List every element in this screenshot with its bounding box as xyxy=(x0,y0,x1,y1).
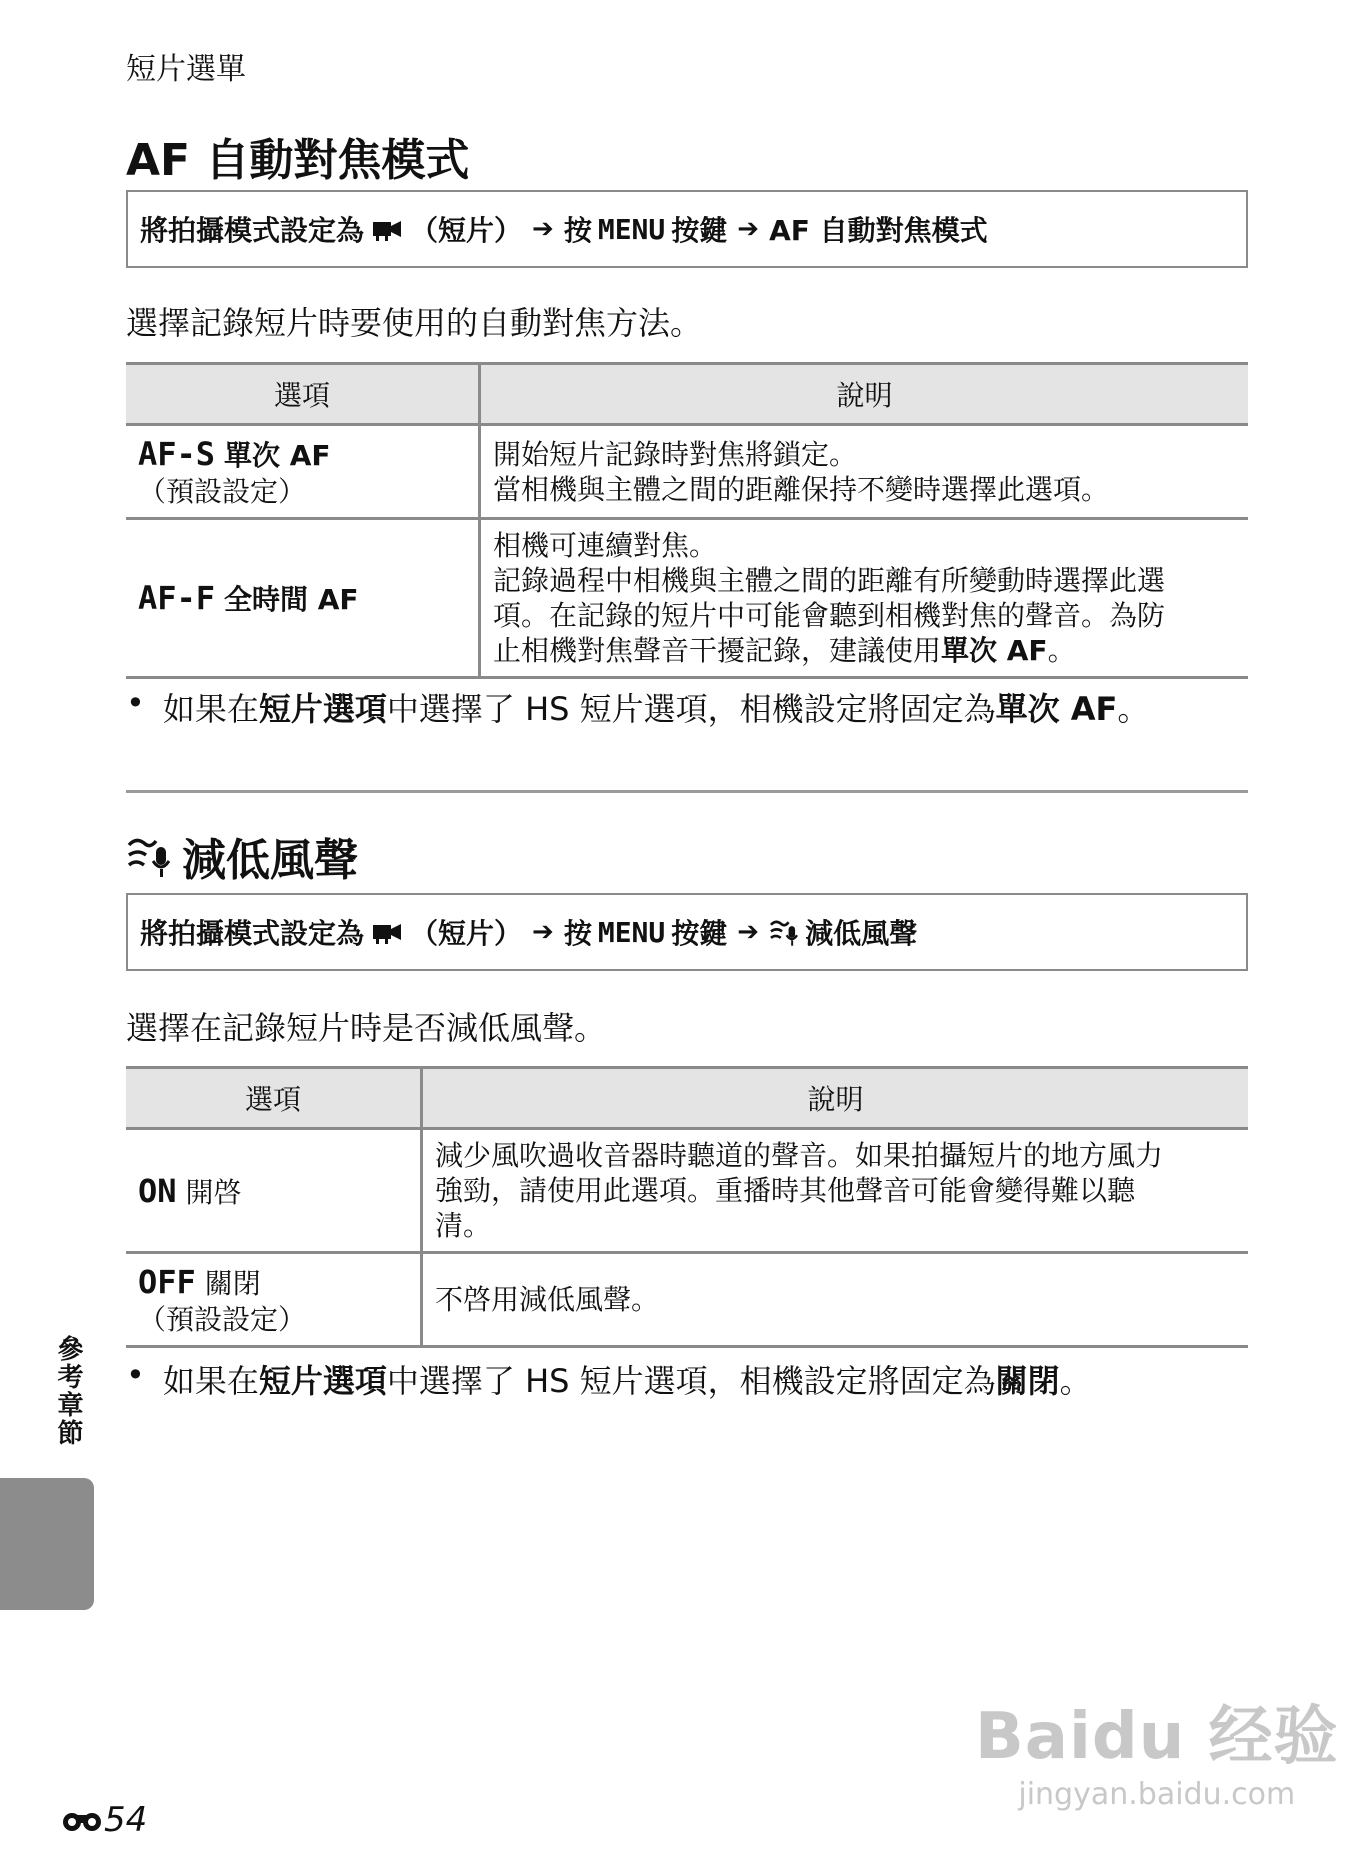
path-prefix: 將拍攝模式設定為 xyxy=(140,214,365,247)
watermark xyxy=(975,1685,1339,1812)
description-line: 強勁，請使用此選項。重播時其他聲音可能會變得難以聽 xyxy=(435,1174,1136,1207)
reference-binoculars-icon xyxy=(62,1807,102,1833)
description-line: 開始短片記錄時對焦將鎖定。 xyxy=(493,437,858,471)
movie-camera-icon xyxy=(372,216,402,242)
description-line: 不啓用減低風聲。 xyxy=(435,1283,660,1316)
watermark-main: Baidu 经验 xyxy=(975,1700,1339,1774)
menu-button-label: MENU xyxy=(597,915,666,949)
path-button-word: 按鍵 xyxy=(671,917,728,950)
description-cell xyxy=(480,425,1249,519)
options-table-wind xyxy=(126,1066,1248,1348)
right-arrow-icon: ➔ xyxy=(737,917,760,947)
path-prefix: 將拍攝模式設定為 xyxy=(140,917,365,950)
option-default-note: （預設設定） xyxy=(138,475,307,508)
description-cell xyxy=(422,1129,1249,1253)
table-row xyxy=(126,1129,1248,1253)
section-title-text: 減低風聲 xyxy=(182,835,358,886)
wind-noise-icon xyxy=(126,833,172,879)
description-line: 清。 xyxy=(435,1209,492,1242)
section-title-af-mode xyxy=(126,124,469,188)
option-code: AF-S xyxy=(138,435,216,473)
column-header-option: 選項 xyxy=(126,364,480,425)
option-cell xyxy=(126,1129,422,1253)
section-intro: 選擇在記錄短片時是否減低風聲。 xyxy=(126,1009,607,1047)
path-press: 按 xyxy=(563,214,592,247)
page-number xyxy=(62,1800,147,1840)
option-label: 關閉 xyxy=(204,1267,261,1300)
path-button-word: 按鍵 xyxy=(671,214,728,247)
table-row xyxy=(126,425,1248,519)
page-number-text: 54 xyxy=(104,1800,148,1840)
description-bold: 單次 AF xyxy=(941,634,1048,667)
option-default-note: （預設設定） xyxy=(138,1303,307,1336)
bullet-dot: • xyxy=(126,1356,145,1394)
column-header-description: 說明 xyxy=(480,364,1249,425)
option-code: AF-F xyxy=(138,579,216,617)
column-header-option: 選項 xyxy=(126,1068,422,1129)
description-text: 止相機對焦聲音干擾記錄，建議使用 xyxy=(493,634,942,667)
option-code: OFF xyxy=(138,1263,196,1301)
description-cell xyxy=(480,519,1249,678)
description-cell xyxy=(422,1253,1249,1347)
note-bullet xyxy=(126,1356,1092,1402)
chapter-label: 參考章節 xyxy=(53,1335,83,1447)
path-mode-paren: （短片） xyxy=(410,214,523,247)
movie-camera-icon xyxy=(372,919,402,945)
note-text: 如果在短片選項中選擇了 HS 短片選項，相機設定將固定為單次 AF。 xyxy=(162,690,1150,728)
right-arrow-icon: ➔ xyxy=(532,917,554,947)
section-title-wind-noise xyxy=(126,824,358,888)
description-line: 項。在記錄的短片中可能會聽到相機對焦的聲音。為防 xyxy=(493,599,1166,632)
right-arrow-icon: ➔ xyxy=(737,214,760,244)
menu-button-label: MENU xyxy=(597,212,666,246)
description-line: 記錄過程中相機與主體之間的距離有所變動時選擇此選 xyxy=(493,564,1166,597)
description-text: 。 xyxy=(1047,634,1076,667)
column-header-description: 說明 xyxy=(422,1068,1249,1129)
wind-noise-icon xyxy=(769,917,799,947)
description-line: 減少風吹過收音器時聽道的聲音。如果拍攝短片的地方風力 xyxy=(435,1139,1164,1172)
watermark-sub: jingyan.baidu.com xyxy=(1018,1777,1296,1812)
option-cell xyxy=(126,425,480,519)
option-code: ON xyxy=(138,1171,177,1210)
description-line: 相機可連續對焦。 xyxy=(493,529,718,562)
section-divider xyxy=(126,790,1248,793)
section-title-text: AF 自動對焦模式 xyxy=(126,135,470,186)
section-intro: 選擇記錄短片時要使用的自動對焦方法。 xyxy=(126,304,703,342)
option-cell xyxy=(126,519,480,678)
option-label: 單次 AF xyxy=(223,439,331,472)
option-cell xyxy=(126,1253,422,1347)
path-final-item: AF 自動對焦模式 xyxy=(769,214,988,247)
menu-path-af-mode xyxy=(126,190,1248,268)
description-line xyxy=(493,633,1236,668)
option-label: 全時間 AF xyxy=(223,583,359,616)
bullet-dot: • xyxy=(126,684,145,722)
running-head: 短片選單 xyxy=(126,52,246,87)
note-bullet xyxy=(126,684,1149,730)
description-line: 當相機與主體之間的距離保持不變時選擇此選項。 xyxy=(493,472,1110,506)
path-final-item: 減低風聲 xyxy=(805,917,918,950)
path-mode-paren: （短片） xyxy=(410,917,523,950)
path-press: 按 xyxy=(563,917,592,950)
note-text: 如果在短片選項中選擇了 HS 短片選項，相機設定將固定為關閉。 xyxy=(162,1362,1092,1400)
table-row xyxy=(126,1253,1248,1347)
menu-path-wind-noise xyxy=(126,893,1248,971)
options-table-af xyxy=(126,362,1248,679)
right-arrow-icon: ➔ xyxy=(532,214,554,244)
option-label: 開啓 xyxy=(185,1175,242,1209)
chapter-tab xyxy=(0,1478,94,1610)
table-row xyxy=(126,519,1248,678)
